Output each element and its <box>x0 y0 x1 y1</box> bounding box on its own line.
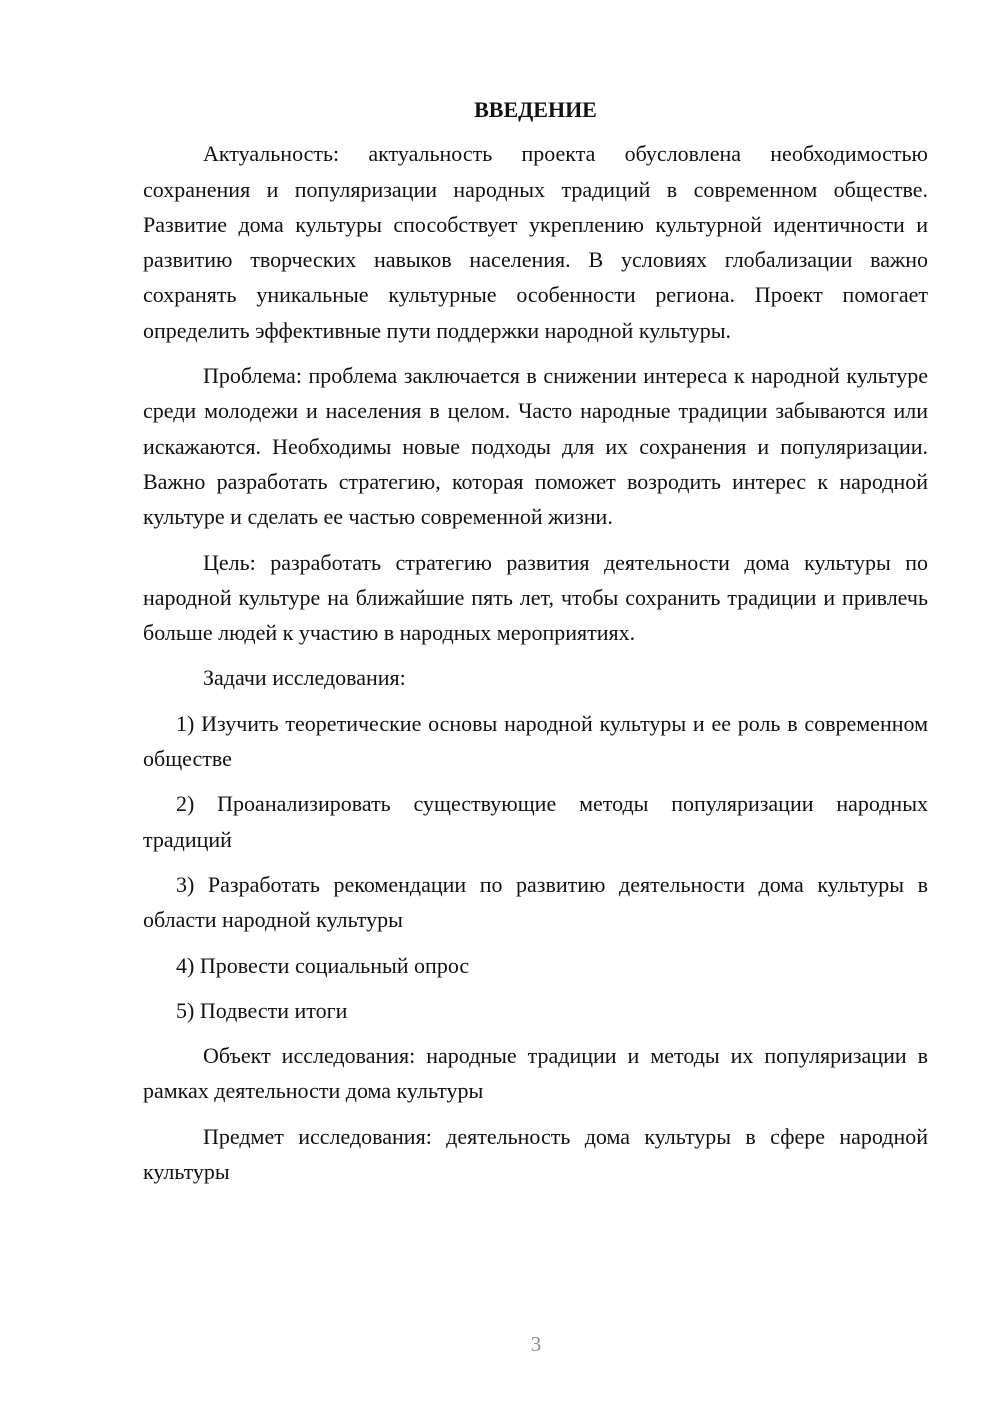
tasks-heading: Задачи исследования: <box>203 665 406 691</box>
paragraph-problem: Проблема: проблема заключается в снижении интереса к народной культуре среди молодежи и населения в целом. Часто народные традиции забываются или искажаются. Необходимы новые подходы для их сохранения и популяризации. Важно разработать стратегию, которая поможет возродить интерес к народной культуре и сделать ее частью современной жизни. <box>143 363 928 530</box>
task-item-4: 4) Провести социальный опрос <box>176 952 470 978</box>
page-title: ВВЕДЕНИЕ <box>474 97 597 122</box>
paragraph-relevance: Актуальность: актуальность проекта обусловлена необходимостью сохранения и популяризации народных традиций в современном обществе. Развитие дома культуры способствует укреплению культурной идентичности и развитию творческих навыков населения. В условиях глобализации важно сохранять уникальные культурные особенности региона. Проект помогает определить эффективные пути поддержки народной культуры. <box>143 141 928 343</box>
task-item-5: 5) Подвести итоги <box>176 997 348 1023</box>
paragraph-object: Объект исследования: народные традиции и методы их популяризации в рамках деятельности дома культуры <box>143 1043 928 1104</box>
task-item-2: 2) Проанализировать существующие методы популяризации народных традиций <box>143 791 928 852</box>
task-item-3: 3) Разработать рекомендации по развитию деятельности дома культуры в области народной культуры <box>143 871 928 933</box>
page-number: 3 <box>530 1332 542 1356</box>
paragraph-goal: Цель: разработать стратегию развития деятельности дома культуры по народной культуре на ближайшие пять лет, чтобы сохранить традиции и привлечь больше людей к участию в народных мероприятиях. <box>143 549 928 646</box>
task-item-1: 1) Изучить теоретические основы народной культуры и ее роль в современном обществе <box>143 710 928 772</box>
page-content <box>143 92 928 1199</box>
paragraph-subject: Предмет исследования: деятельность дома культуры в сфере народной культуры <box>143 1123 928 1185</box>
